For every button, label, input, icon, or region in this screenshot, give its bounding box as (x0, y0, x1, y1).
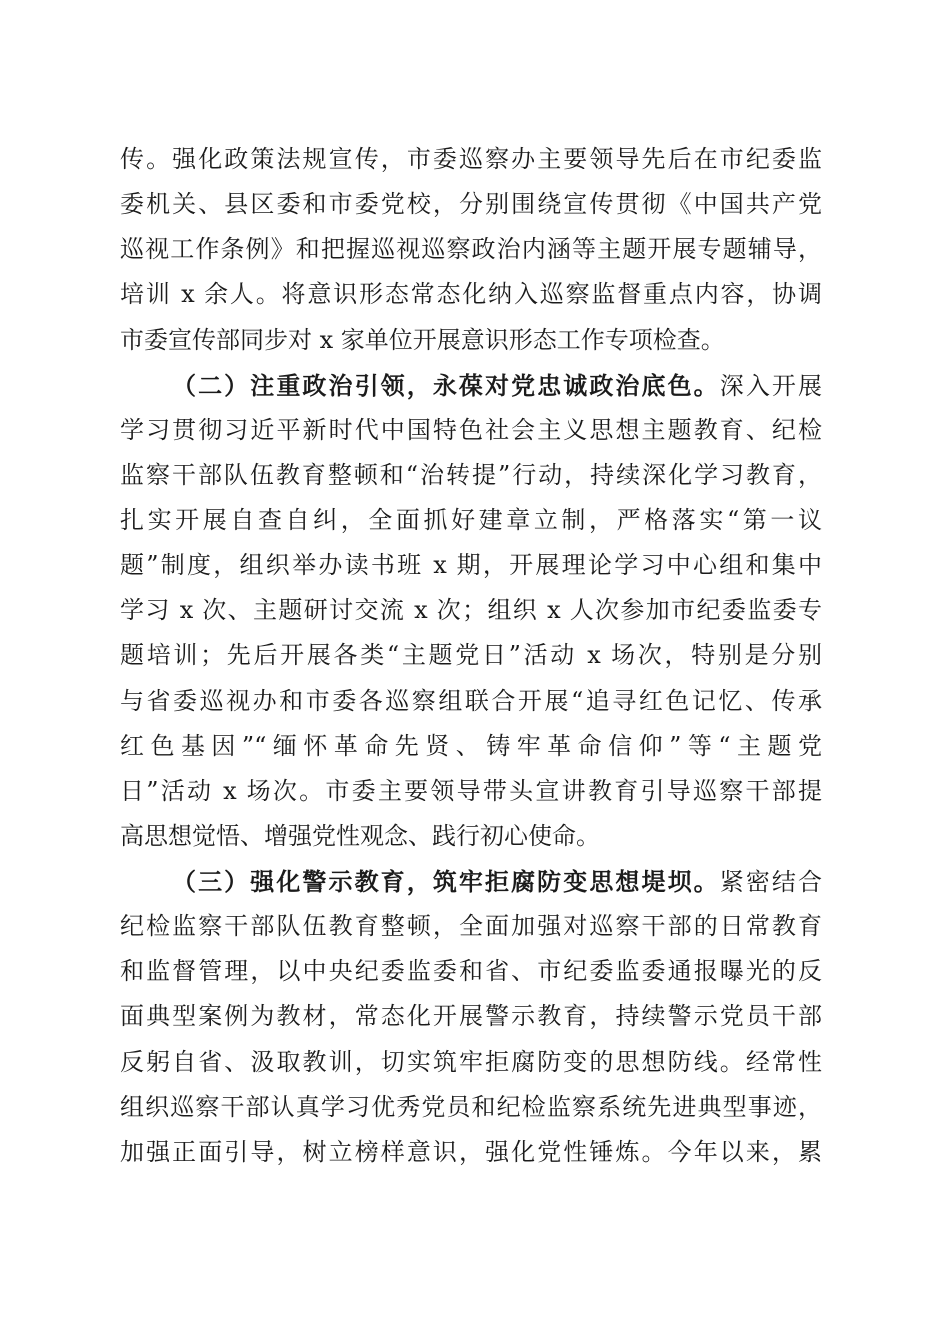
text-line: 和监督管理，以中央纪委监委和省、市纪委监委通报曝光的反 (120, 957, 822, 986)
text-line: 学习贯彻习近平新时代中国特色社会主义思想主题教育、纪检 (120, 415, 822, 444)
text-run: 深入开展 (719, 371, 822, 400)
text-line: 培训 x 余人。将意识形态常态化纳入巡察监督重点内容，协调 (120, 280, 822, 309)
paragraph-2 (120, 363, 822, 859)
text-line: 组织巡察干部认真学习优秀党员和纪检监察系统先进典型事迹， (120, 1092, 822, 1121)
text-line: 监察干部队伍教育整顿和“治转提”行动，持续深化学习教育， (120, 460, 822, 489)
text-line: 纪检监察干部队伍教育整顿，全面加强对巡察干部的日常教育 (120, 912, 822, 941)
text-line: 委机关、县区委和市委党校，分别围绕宣传贯彻《中国共产党 (120, 190, 822, 219)
text-line: 加强正面引导，树立榜样意识，强化党性锤炼。今年以来，累 (120, 1137, 822, 1166)
text-line: 题”制度，组织举办读书班 x 期，开展理论学习中心组和集中 (120, 551, 822, 580)
text-line: 巡视工作条例》和把握巡视巡察政治内涵等主题开展专题辅导， (120, 235, 822, 264)
text-line: 日”活动 x 场次。市委主要领导带头宣讲教育引导巡察干部提 (120, 776, 822, 805)
paragraph-1 (120, 137, 822, 363)
text-line-with-heading (120, 859, 822, 904)
section-heading-3: （三）强化警示教育，筑牢拒腐防变思想堤坝。 (172, 867, 720, 896)
text-line: 高思想觉悟、增强党性观念、践行初心使命。 (120, 821, 600, 850)
text-line: 扎实开展自查自纠，全面抓好建章立制，严格落实“第一议 (120, 506, 822, 534)
text-line: 面典型案例为教材，常态化开展警示教育，持续警示党员干部 (120, 1002, 822, 1031)
document-body (120, 137, 822, 1175)
text-run: 紧密结合 (719, 868, 822, 896)
text-line: 市委宣传部同步对 x 家单位开展意识形态工作专项检查。 (120, 325, 725, 354)
text-line: 与省委巡视办和市委各巡察组联合开展“追寻红色记忆、传承 (120, 686, 822, 715)
section-heading-2: （二）注重政治引领，永葆对党忠诚政治底色。 (172, 370, 720, 400)
paragraph-3 (120, 859, 822, 1175)
text-line: 学习 x 次、主题研讨交流 x 次；组织 x 人次参加市纪委监委专 (120, 596, 822, 625)
text-line: 题培训；先后开展各类“主题党日”活动 x 场次，特别是分别 (120, 641, 822, 670)
text-line: 反躬自省、汲取教训，切实筑牢拒腐防变的思想防线。经常性 (120, 1047, 822, 1076)
text-line: 传。强化政策法规宣传，市委巡察办主要领导先后在市纪委监 (120, 145, 822, 173)
text-line-with-heading (120, 363, 822, 408)
text-line: 红色基因”“缅怀革命先贤、铸牢革命信仰”等“主题党 (120, 731, 822, 760)
